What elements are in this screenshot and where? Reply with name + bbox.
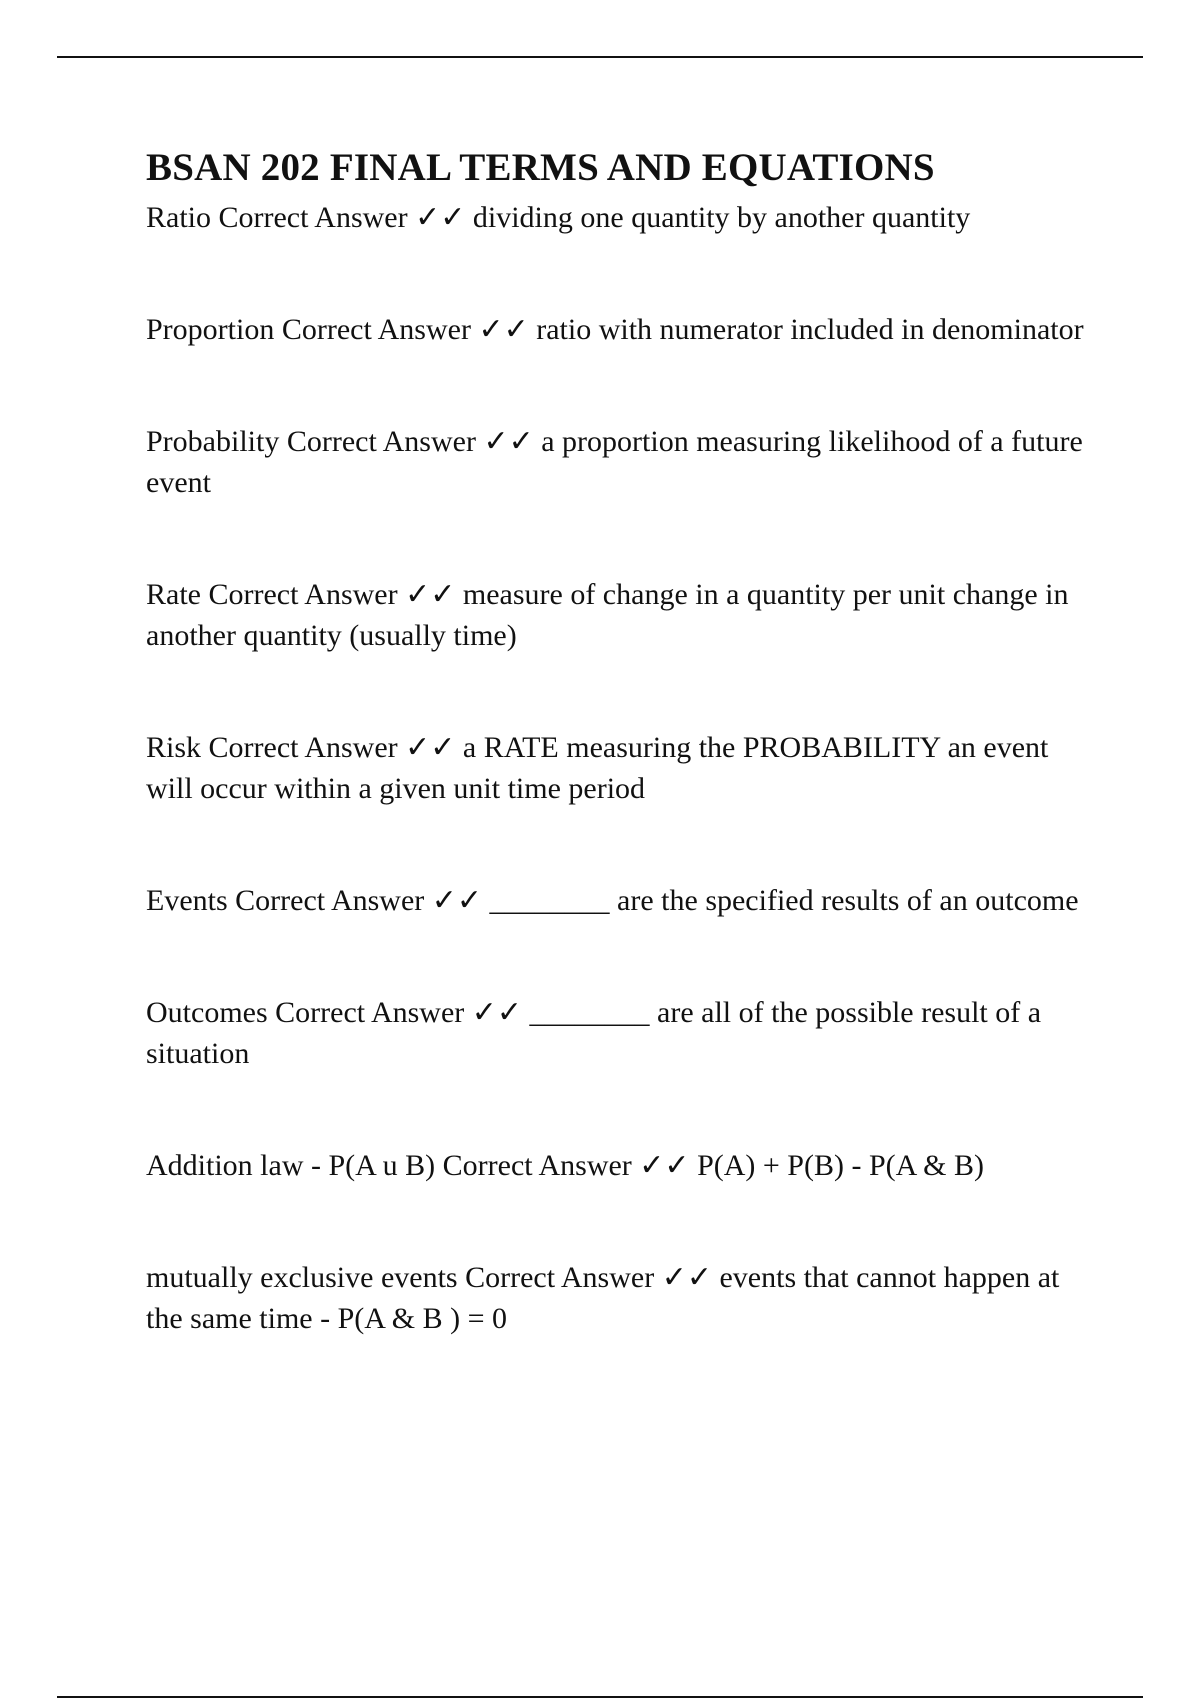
- document-body: [146, 140, 1102, 1339]
- entry-term: Risk: [146, 731, 202, 764]
- entry-rate: [146, 574, 1102, 656]
- entry-answer: a proportion measuring likelihood of a future event: [146, 425, 1083, 499]
- entry-answer: events that cannot happen at the same time - P(A & B ) = 0: [146, 1261, 1060, 1335]
- entry-connector: Correct Answer ✓✓: [442, 1149, 690, 1182]
- bottom-rule: [57, 1696, 1143, 1698]
- entry-connector: Correct Answer ✓✓: [208, 731, 456, 764]
- entry-term: Addition law - P(A u B): [146, 1149, 436, 1182]
- entry-answer: P(A) + P(B) - P(A & B): [697, 1149, 984, 1182]
- entry-connector: Correct Answer ✓✓: [465, 1261, 712, 1294]
- entry-risk: [146, 727, 1102, 809]
- entry-connector: Correct Answer ✓✓: [235, 884, 483, 917]
- entry-outcomes: [146, 992, 1102, 1074]
- entry-answer: ________ are all of the possible result of a situation: [146, 996, 1042, 1070]
- entry-answer: dividing one quantity by another quantity: [472, 201, 971, 234]
- entry-term: Outcomes: [146, 996, 268, 1029]
- document-title: BSAN 202 FINAL TERMS AND EQUATIONS: [146, 146, 935, 189]
- entry-answer: a RATE measuring the PROBABILITY an event will occur within a given unit time period: [146, 731, 1049, 805]
- entry-term: Events: [146, 884, 228, 917]
- entry-term: Ratio: [146, 201, 211, 234]
- entry-connector: Correct Answer ✓✓: [281, 313, 529, 346]
- entry-connector: Correct Answer ✓✓: [218, 201, 466, 234]
- entry-proportion: [146, 309, 1102, 350]
- entry-answer: ratio with numerator included in denominator: [536, 313, 1084, 346]
- entry-answer: measure of change in a quantity per unit change in another quantity (usually time): [146, 578, 1069, 652]
- entry-term: Probability: [146, 425, 280, 458]
- entry-term: Rate: [146, 578, 201, 611]
- entry-events: [146, 880, 1102, 921]
- entry-connector: Correct Answer ✓✓: [275, 996, 523, 1029]
- entry-probability: [146, 421, 1102, 503]
- entry-addition-law: [146, 1145, 1102, 1186]
- entry-answer: ________ are the specified results of an outcome: [489, 884, 1079, 917]
- entry-mutually-exclusive: [146, 1257, 1102, 1339]
- entry-term: mutually exclusive events: [146, 1261, 458, 1294]
- entry-connector: Correct Answer ✓✓: [286, 425, 534, 458]
- entry-term: Proportion: [146, 313, 275, 346]
- entry-connector: Correct Answer ✓✓: [208, 578, 456, 611]
- entry-ratio: [146, 197, 1102, 238]
- top-rule: [57, 56, 1143, 58]
